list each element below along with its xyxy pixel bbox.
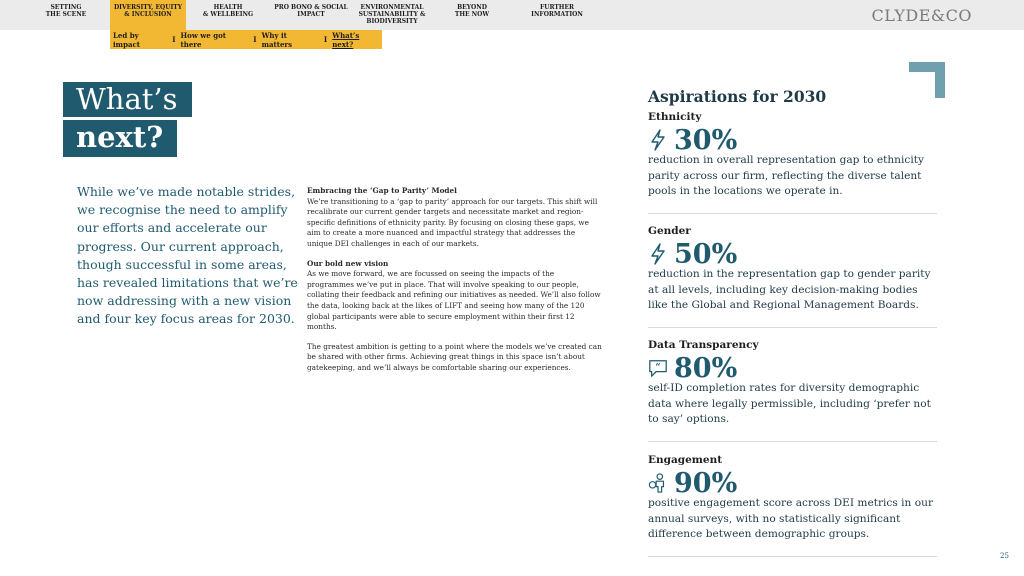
aspiration-value: 90% <box>674 467 738 499</box>
nav-item-environmental[interactable]: ENVIRONMENTAL SUSTAINABILITY & BIODIVERSITY <box>358 4 426 25</box>
subnav-separator: I <box>323 35 328 44</box>
nav-item-beyond-the-now[interactable]: BEYOND THE NOW <box>454 4 490 18</box>
subnav-separator: I <box>253 35 257 44</box>
person-icon <box>648 472 668 494</box>
aspiration-description: reduction in overall representation gap to ethnicity parity across our firm, reflecting the diverse talent pools in the locations we operate in. <box>648 154 924 197</box>
subnav-led-by-impact[interactable]: Led by impact <box>113 30 140 49</box>
page-title-line2: next? <box>63 120 177 157</box>
aspiration-value: 80% <box>674 352 738 384</box>
intro-paragraph: While we’ve made notable strides, we recognise the need to amplify our efforts and accelerate our progress. Our current approach, though successful in some areas, has revealed limitations that we’re now addressing with a new vision and four key focus areas for 2030. <box>77 184 298 327</box>
subnav-why-it-matters[interactable]: Why it matters <box>261 30 293 49</box>
aspiration-description: self-ID completion rates for diversity demographic data where legally permissible, including ‘prefer not to say’ options. <box>648 382 931 425</box>
subnav-separator: I <box>172 35 176 44</box>
aspiration-data-transparency <box>648 339 938 428</box>
lightning-icon <box>648 129 668 151</box>
lightning-icon <box>648 243 668 265</box>
nav-item-health-wellbeing[interactable]: HEALTH & WELLBEING <box>202 4 254 18</box>
aspiration-heading: Engagement <box>648 454 723 466</box>
aspiration-engagement <box>648 454 938 543</box>
aspiration-description: positive engagement score across DEI metrics in our annual surveys, with no statistically significant difference between demographic groups. <box>648 497 934 540</box>
svg-text:“: “ <box>655 361 661 373</box>
clyde-co-logo[interactable]: CLYDE&CO <box>871 6 972 25</box>
aspiration-value: 30% <box>674 124 738 156</box>
body-column <box>307 186 602 383</box>
subnav-whats-next[interactable]: What’s next? <box>332 30 360 49</box>
aspiration-heading: Ethnicity <box>648 111 702 123</box>
divider <box>648 441 937 442</box>
paragraph-greatest-ambition: The greatest ambition is getting to a point where the models we’ve created can be shared with other firms. Achieving great things in this space isn’t about gatekeeping, and we’ll always be comfortable sharing our experiences. <box>307 341 602 372</box>
paragraph-bold-new-vision: As we move forward, we are focussed on seeing the impacts of the programmes we’ve put in place. That will involve speaking to our people, collating their feedback and refining our initiatives as needed. We’ll also follow the data, looking back at the likes of LIFT and seeing how many of the 120 global participants were able to secure employment within their first 12 months. <box>307 269 601 332</box>
divider <box>648 213 937 214</box>
aspiration-gender <box>648 225 938 314</box>
divider <box>648 556 937 557</box>
speech-bubble-icon <box>648 357 668 379</box>
section-heading-gap-to-parity: Embracing the ‘Gap to Parity’ Model <box>307 186 457 195</box>
aspiration-heading: Gender <box>648 225 691 237</box>
sub-nav <box>110 30 382 49</box>
aspiration-heading: Data Transparency <box>648 339 759 351</box>
nav-item-pro-bono[interactable]: PRO BONO & SOCIAL IMPACT <box>274 4 348 18</box>
nav-item-dei[interactable]: DIVERSITY, EQUITY & INCLUSION <box>110 0 186 30</box>
top-nav <box>0 0 1024 30</box>
aspiration-value: 50% <box>674 238 738 270</box>
section-heading-bold-new-vision: Our bold new vision <box>307 258 389 268</box>
corner-bracket-icon <box>909 62 945 98</box>
nav-item-setting-the-scene[interactable]: SETTING THE SCENE <box>45 4 87 18</box>
nav-item-further-information[interactable]: FURTHER INFORMATION <box>531 4 583 18</box>
divider <box>648 327 937 328</box>
page-number: 25 <box>1000 552 1009 560</box>
aspirations-title: Aspirations for 2030 <box>648 87 827 106</box>
subnav-how-we-got-there[interactable]: How we got there <box>180 30 226 49</box>
page-title-line1: What’s <box>63 82 192 117</box>
aspiration-description: reduction in the representation gap to gender parity at all levels, including key decision-making bodies like the Global and Regional Management Boards. <box>648 268 931 311</box>
paragraph-gap-to-parity: We’re transitioning to a ‘gap to parity’ approach for our targets. This shift will recalibrate our current gender targets and necessitate market and region-specific definitions of ethnicity parity. By focusing on closing these gaps, we aim to create a more nuanced and impactful strategy that addresses the unique DEI challenges in each of our markets. <box>307 196 598 248</box>
aspiration-ethnicity <box>648 111 938 200</box>
